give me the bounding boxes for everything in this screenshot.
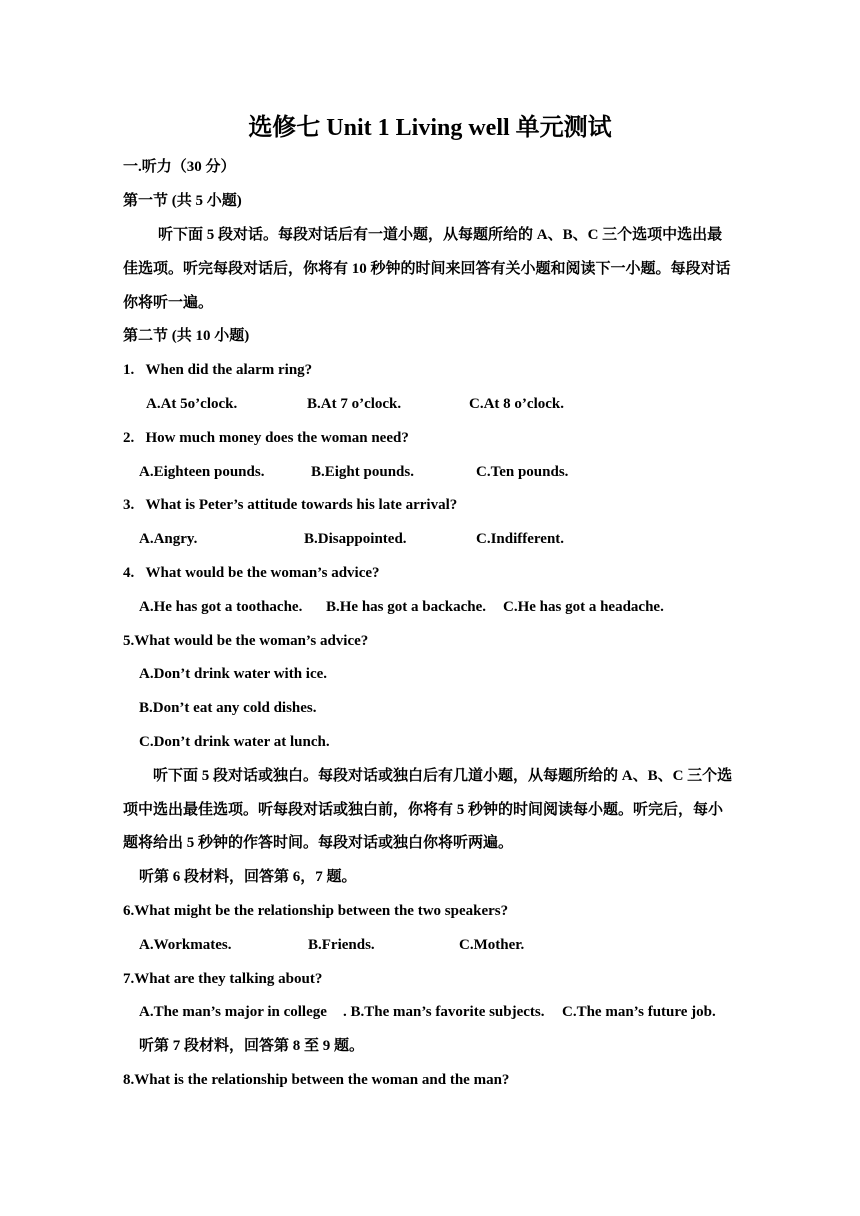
material-note: 听第 7 段材料，回答第 8 至 9 题。 xyxy=(139,1038,365,1054)
question-stem: 8.What is the relationship between the woman and the man? xyxy=(123,1072,510,1088)
option-b: B.Disappointed. xyxy=(304,531,407,547)
material-note: 听第 6 段材料，回答第 6，7 题。 xyxy=(139,869,357,885)
instruction-line: 项中选出最佳选项。听每段对话或独白前，你将有 5 秒钟的时间阅读每小题。听完后，每小 xyxy=(123,802,724,818)
option-c: C.He has got a headache. xyxy=(503,599,664,615)
instruction-line: 听下面 5 段对话或独白。每段对话或独白后有几道小题，从每题所给的 A、B、C 三个选 xyxy=(153,768,733,784)
option-b: B.Don’t eat any cold dishes. xyxy=(139,700,317,716)
section-heading: 一.听力（30 分） xyxy=(123,159,236,175)
option-c: C.The man’s future job. xyxy=(562,1004,716,1020)
page-title: 选修七 Unit 1 Living well 单元测试 xyxy=(248,115,612,141)
instruction-line: 佳选项。听完每段对话后，你将有 10 秒钟的时间来回答有关小题和阅读下一小题。每段对话 xyxy=(123,261,731,277)
option-c: C.Don’t drink water at lunch. xyxy=(139,734,330,750)
option-c: C.At 8 o’clock. xyxy=(469,396,564,412)
option-a: A.Don’t drink water with ice. xyxy=(139,666,328,682)
question-stem: 3. What is Peter’s attitude towards his late arrival? xyxy=(123,497,458,513)
option-a: A.At 5o’clock. xyxy=(146,396,238,412)
question-stem: 6.What might be the relationship between the two speakers? xyxy=(123,903,509,919)
option-a: A.The man’s major in college xyxy=(139,1004,327,1020)
instruction-line: 听下面 5 段对话。每段对话后有一道小题，从每题所给的 A、B、C 三个选项中选出最 xyxy=(158,227,723,243)
option-b: B.At 7 o’clock. xyxy=(307,396,402,412)
question-stem: 7.What are they talking about? xyxy=(123,971,323,987)
option-b: B.Friends. xyxy=(308,937,375,953)
instruction-line: 你将听一遍。 xyxy=(123,295,214,311)
question-stem: 2. How much money does the woman need? xyxy=(123,430,409,446)
question-stem: 4. What would be the woman’s advice? xyxy=(123,565,380,581)
option-a: A.Workmates. xyxy=(139,937,232,953)
part2-heading: 第二节 (共 10 小题) xyxy=(123,328,250,344)
option-b: . B.The man’s favorite subjects. xyxy=(343,1004,545,1020)
question-stem: 1. When did the alarm ring? xyxy=(123,362,313,378)
question-stem: 5.What would be the woman’s advice? xyxy=(123,633,369,649)
option-c: C.Mother. xyxy=(459,937,525,953)
instruction-line: 题将给出 5 秒钟的作答时间。每段对话或独白你将听两遍。 xyxy=(123,835,514,851)
option-a: A.Angry. xyxy=(139,531,198,547)
option-a: A.Eighteen pounds. xyxy=(139,464,265,480)
option-c: C.Ten pounds. xyxy=(476,464,569,480)
option-a: A.He has got a toothache. xyxy=(139,599,303,615)
option-b: B.Eight pounds. xyxy=(311,464,414,480)
option-c: C.Indifferent. xyxy=(476,531,565,547)
option-b: B.He has got a backache. xyxy=(326,599,487,615)
part1-heading: 第一节 (共 5 小题) xyxy=(123,193,242,209)
